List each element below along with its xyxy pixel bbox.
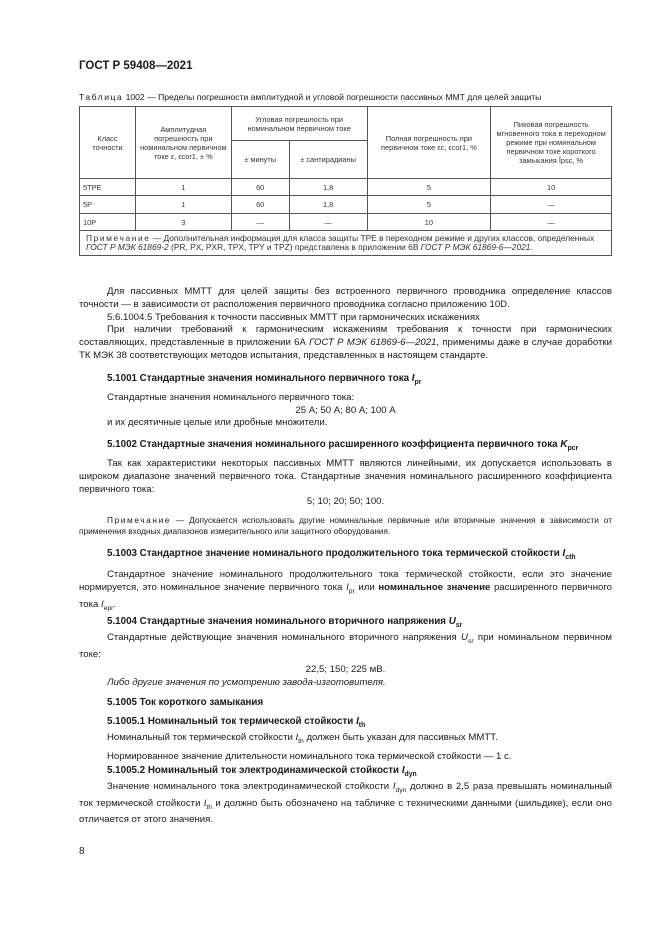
section-heading [79,438,612,455]
note-text: — Дополнительная информация для класса защиты ТРЕ в переходном режиме и других классов, определенных [150,233,595,243]
symbol-subscript: pr [414,378,422,386]
symbol: I [392,780,396,792]
text: Номинальный ток термической стойкости [107,732,296,744]
cell-crad: — [289,214,367,231]
th-angular-group: Угловая погрешность при номинальном первичном токе [231,107,367,141]
text: При наличии требований к гармоническим искажениям требования к точности при гармонических составляющих, представленные в приложении 6А [79,324,612,349]
values-line: 5; 10; 20; 50; 100. [306,496,385,508]
text: . [113,598,117,610]
symbol-subscript: epr [103,604,114,612]
symbol-subscript: th [358,722,366,730]
symbol: I [295,732,299,744]
document-header: ГОСТ Р 59408—2021 [79,60,193,72]
symbol: I [101,598,104,610]
cell-crad: 1,8 [289,179,367,196]
heading-text: 5.1005.2 Номинальный ток электродинамической стойкости [107,764,402,776]
paragraph: Так как характеристики некоторых пассивных ММТТ являются линейными, их допускается использовать в широком диапазоне значений первичного тока. Стандартные значения номинального расширенного коэффициента первичного тока: [79,458,612,495]
symbol-subscript: cth [565,554,576,562]
cell-amp: 1 [135,179,231,196]
symbol: I [203,797,207,809]
heading-text: 5.1003 Стандартное значение номинального продолжительного тока термической стойкости [107,548,563,560]
th-centiradians: ± сантирадианы [289,141,367,179]
symbol: I [401,764,405,776]
section-heading [79,547,612,564]
text: Стандартные действующие значения номинального вторичного напряжения [107,632,462,644]
values-line: 25 А; 50 А; 80 А; 100 А [295,404,396,416]
cell-class: 5P [80,196,136,214]
heading-text: 5.1001 Стандартные значения номинального первичного тока [107,372,412,384]
paragraph: Для пассивных ММТТ для целей защиты без встроенного первичного проводника определение классов точности — в зависимости от расположения первичного проводника согласно приложению 10D. [79,286,612,310]
heading-text: 5.1005.1 Номинальный ток термической стойкости [107,716,357,728]
cell-full: 10 [367,214,491,231]
section-heading [79,615,612,632]
table-caption-text: 1002 — Пределы погрешности амплитудной и угловой погрешности пассивных ММТ для целей защиты [123,92,542,102]
th-full-error: Полная погрешность при первичном токе εc, εcor1, % [367,107,491,179]
cell-peak: — [491,196,612,214]
cell-class: 5TPE [80,179,136,196]
symbol: U [448,616,456,628]
cell-peak: — [491,214,612,231]
symbol: U [461,632,468,644]
text: или [354,582,379,594]
paragraph: и их десятичные целые или дробные множители. [107,417,328,429]
text: расширенного первичного тока [79,582,612,610]
paragraph [79,677,612,690]
section-heading [79,372,612,389]
symbol-subscript: dyn [395,786,407,794]
table-row [80,179,612,196]
text: при номинальном первичном токе: [79,632,613,661]
cell-peak: 10 [491,179,612,196]
table-row [80,214,612,231]
page-number: 8 [79,846,85,857]
text: Стандартное значение номинального продолжительного тока термической стойкости, если это значение нормируется, это номинальное значение первичного тока [79,569,612,594]
cell-full: 5 [367,179,491,196]
subsection-heading: 5.6.1004.5 Требования к точности пассивных ММТТ при гармонических искажениях [107,311,480,323]
symbol: I [356,716,359,728]
symbol: I [346,582,349,594]
body-text [79,286,612,827]
cell-min: 60 [231,196,289,214]
paragraph [79,632,612,662]
paragraph: Нормированное значение длительности номинального тока термической стойкости — 1 с. [107,751,512,763]
section-heading: 5.1005 Ток короткого замыкания [107,697,264,709]
symbol-subscript: dyn [404,770,417,778]
text: Значение номинального тока электродинамической стойкости [107,780,393,792]
reference: ГОСТ Р МЭК 61869-6—2021 [309,337,437,349]
th-minutes: ± минуты [231,141,289,179]
note [79,515,612,537]
symbol-subscript: pr [348,587,355,595]
heading-text: 5.1002 Стандартные значения номинального расширенного коэффициента первичного тока [107,439,561,451]
values-line: 22,5; 150; 225 мВ. [305,663,386,675]
note-word: Примечание [107,515,172,526]
th-amplitude: Амплитудная погрешность при номинальном первичном токе ε, εcor1, ± % [135,107,231,179]
symbol-subscript: th [298,738,304,746]
table-row [80,196,612,214]
note-text: (PR, PX, PXR, TPX, TPY и TPZ) представлена в приложении 6В [168,242,421,252]
note-reference: ГОСТ Р МЭК 61869-2 [86,242,169,252]
symbol-subscript: pcr [567,445,579,453]
text: должно в 2,5 раза превышать номинальный ток термической стойкости [79,780,612,809]
section-heading [79,764,612,781]
cell-amp: 1 [135,196,231,214]
cell-amp: 3 [135,214,231,231]
symbol: K [560,439,568,451]
cell-min: 60 [231,179,289,196]
text: и должно быть обозначено на табличке с техническими данными (шильдике), если оно отличается от этого значения. [79,797,613,826]
cell-full: 5 [367,196,491,214]
note-text: — Допускается использовать другие номинальные первичные или вторичные значения в зависимости от применения входных диапазонов измерительного или защитного оборудования. [79,515,612,537]
table-caption-word: Таблица [79,92,124,102]
table-note [80,231,612,256]
symbol-subscript: sr [467,638,474,646]
cell-class: 10P [80,214,136,231]
symbol: I [411,372,415,384]
cell-min: — [231,214,289,231]
th-class: Класс точности [80,107,136,179]
text-bold: номинальное значение [378,582,491,594]
note-word: Примечание [86,233,151,243]
heading-text: 5.1004 Стандартные значения номинального вторичного напряжения [107,616,449,628]
note-text: . [530,242,533,252]
paragraph [79,569,612,615]
th-peak-error: Пиковая погрешность мгновенного тока в переходном режиме при номинальном первичном токе короткого замыкания Îpsc, % [491,107,612,179]
paragraph [79,324,612,362]
symbol-subscript: sr [455,622,463,630]
symbol-subscript: th [206,803,213,811]
table-caption [79,92,619,102]
symbol: I [562,548,566,560]
text: , применимы даже в случае доработки ТК МЭК 38 соответствующих методов испытания, представленных в настоящем стандарте. [79,337,612,361]
note-reference: ГОСТ Р МЭК 61869-6—2021 [420,242,531,252]
cell-crad: 1,8 [289,196,367,214]
text: должен быть указан для пассивных ММТТ. [303,732,498,744]
paragraph: Стандартные значения номинального первичного тока: [107,391,355,403]
accuracy-table [79,106,612,256]
italic-text: Либо другие значения по усмотрению завода-изготовителя. [107,676,386,688]
section-heading [79,715,612,732]
paragraph [79,732,612,749]
paragraph [79,781,612,827]
